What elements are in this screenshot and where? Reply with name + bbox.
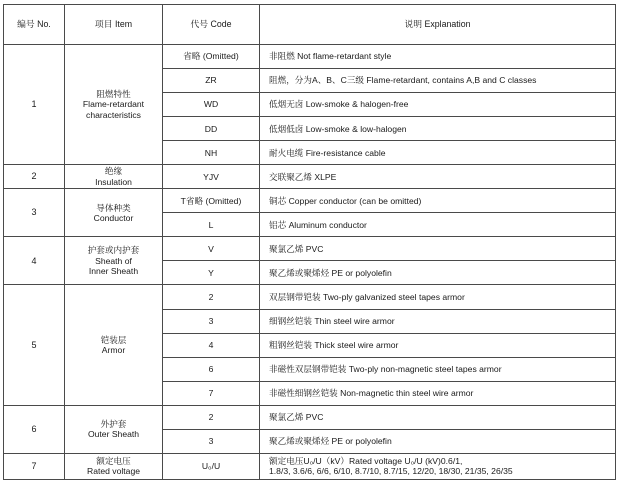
explanation-cell: 非阻燃 Not flame-retardant style <box>260 45 616 69</box>
group-7-no: 7 <box>4 453 65 479</box>
cable-code-table-container <box>3 4 615 480</box>
explanation-cell: 细钢丝铠装 Thin steel wire armor <box>260 309 616 333</box>
group-1-item <box>65 45 163 165</box>
group-2-no: 2 <box>4 165 65 189</box>
code-cell: V <box>163 237 260 261</box>
item-line: Flame-retardant <box>82 99 145 110</box>
table-row <box>4 189 616 213</box>
item-line: Armor <box>101 345 126 356</box>
header-explanation: 说明 Explanation <box>260 5 616 45</box>
header-no: 编号 No. <box>4 5 65 45</box>
explanation-cell: 阻燃，分为A、B、C三级 Flame-retardant, contains A,B and C classes <box>260 69 616 93</box>
group-6-item <box>65 405 163 453</box>
group-2-item <box>65 165 163 189</box>
header-item: 项目 Item <box>65 5 163 45</box>
code-cell: YJV <box>163 165 260 189</box>
explanation-cell: 聚乙烯或聚烯烃 PE or polyolefin <box>260 261 616 285</box>
explanation-cell: 铜芯 Copper conductor (can be omitted) <box>260 189 616 213</box>
code-cell: WD <box>163 93 260 117</box>
group-4-no: 4 <box>4 237 65 285</box>
explanation-cell: 耐火电缆 Fire-resistance cable <box>260 141 616 165</box>
explanation-line: 1.8/3, 3.6/6, 6/6, 6/10, 8.7/10, 8.7/15, 12/20, 18/30, 21/35, 26/35 <box>269 466 513 477</box>
explanation-cell: 聚氯乙烯 PVC <box>260 405 616 429</box>
explanation-cell: 交联聚乙烯 XLPE <box>260 165 616 189</box>
cable-code-table <box>3 4 616 480</box>
group-3-item <box>65 189 163 237</box>
item-line: 导体种类 <box>96 202 131 213</box>
group-4-item <box>65 237 163 285</box>
code-cell: Y <box>163 261 260 285</box>
explanation-cell <box>260 453 616 479</box>
code-cell: 6 <box>163 357 260 381</box>
item-line: characteristics <box>86 109 141 120</box>
code-cell: NH <box>163 141 260 165</box>
code-cell: T省略 (Omitted) <box>163 189 260 213</box>
table-row <box>4 165 616 189</box>
code-cell: L <box>163 213 260 237</box>
item-line: Insulation <box>95 176 132 187</box>
item-line: Sheath of <box>95 255 132 266</box>
code-cell: 7 <box>163 381 260 405</box>
code-cell: DD <box>163 117 260 141</box>
explanation-cell: 低烟低卤 Low-smoke & low-halogen <box>260 117 616 141</box>
group-6-no: 6 <box>4 405 65 453</box>
code-cell: 3 <box>163 309 260 333</box>
header-row <box>4 5 616 45</box>
table-row <box>4 237 616 261</box>
group-3-no: 3 <box>4 189 65 237</box>
code-cell: 4 <box>163 333 260 357</box>
item-line: Conductor <box>93 212 134 223</box>
code-cell: U₀/U <box>163 453 260 479</box>
item-line: 铠装层 <box>100 334 127 345</box>
item-line: Outer Sheath <box>87 429 140 440</box>
table-row <box>4 453 616 479</box>
explanation-cell: 粗钢丝铠装 Thick steel wire armor <box>260 333 616 357</box>
explanation-line: 额定电压U₀/U（kV）Rated voltage U₀/U (kV)0.6/1, <box>269 456 463 467</box>
item-line: Rated voltage <box>86 466 141 477</box>
code-cell: 省略 (Omitted) <box>163 45 260 69</box>
code-cell: 2 <box>163 405 260 429</box>
item-line: 护套或内护套 <box>87 245 140 256</box>
group-7-item <box>65 453 163 479</box>
explanation-cell: 非磁性双层钢带铠装 Two-ply non-magnetic steel tapes armor <box>260 357 616 381</box>
table-row <box>4 45 616 69</box>
explanation-cell: 聚氯乙烯 PVC <box>260 237 616 261</box>
code-cell: ZR <box>163 69 260 93</box>
item-line: 额定电压 <box>96 456 131 467</box>
table-row <box>4 285 616 309</box>
code-cell: 3 <box>163 429 260 453</box>
item-line: Inner Sheath <box>88 266 139 277</box>
explanation-cell: 双层钢带铠装 Two-ply galvanized steel tapes armor <box>260 285 616 309</box>
group-1-no: 1 <box>4 45 65 165</box>
code-cell: 2 <box>163 285 260 309</box>
item-line: 绝缘 <box>104 166 123 177</box>
explanation-cell: 聚乙烯或聚烯烃 PE or polyolefin <box>260 429 616 453</box>
table-row <box>4 405 616 429</box>
explanation-cell: 铝芯 Aluminum conductor <box>260 213 616 237</box>
group-5-item <box>65 285 163 405</box>
item-line: 外护套 <box>100 418 127 429</box>
item-line: 阻燃特性 <box>96 89 131 100</box>
explanation-cell: 非磁性细钢丝铠装 Non-magnetic thin steel wire armor <box>260 381 616 405</box>
header-code: 代号 Code <box>163 5 260 45</box>
group-5-no: 5 <box>4 285 65 405</box>
explanation-cell: 低烟无卤 Low-smoke & halogen-free <box>260 93 616 117</box>
